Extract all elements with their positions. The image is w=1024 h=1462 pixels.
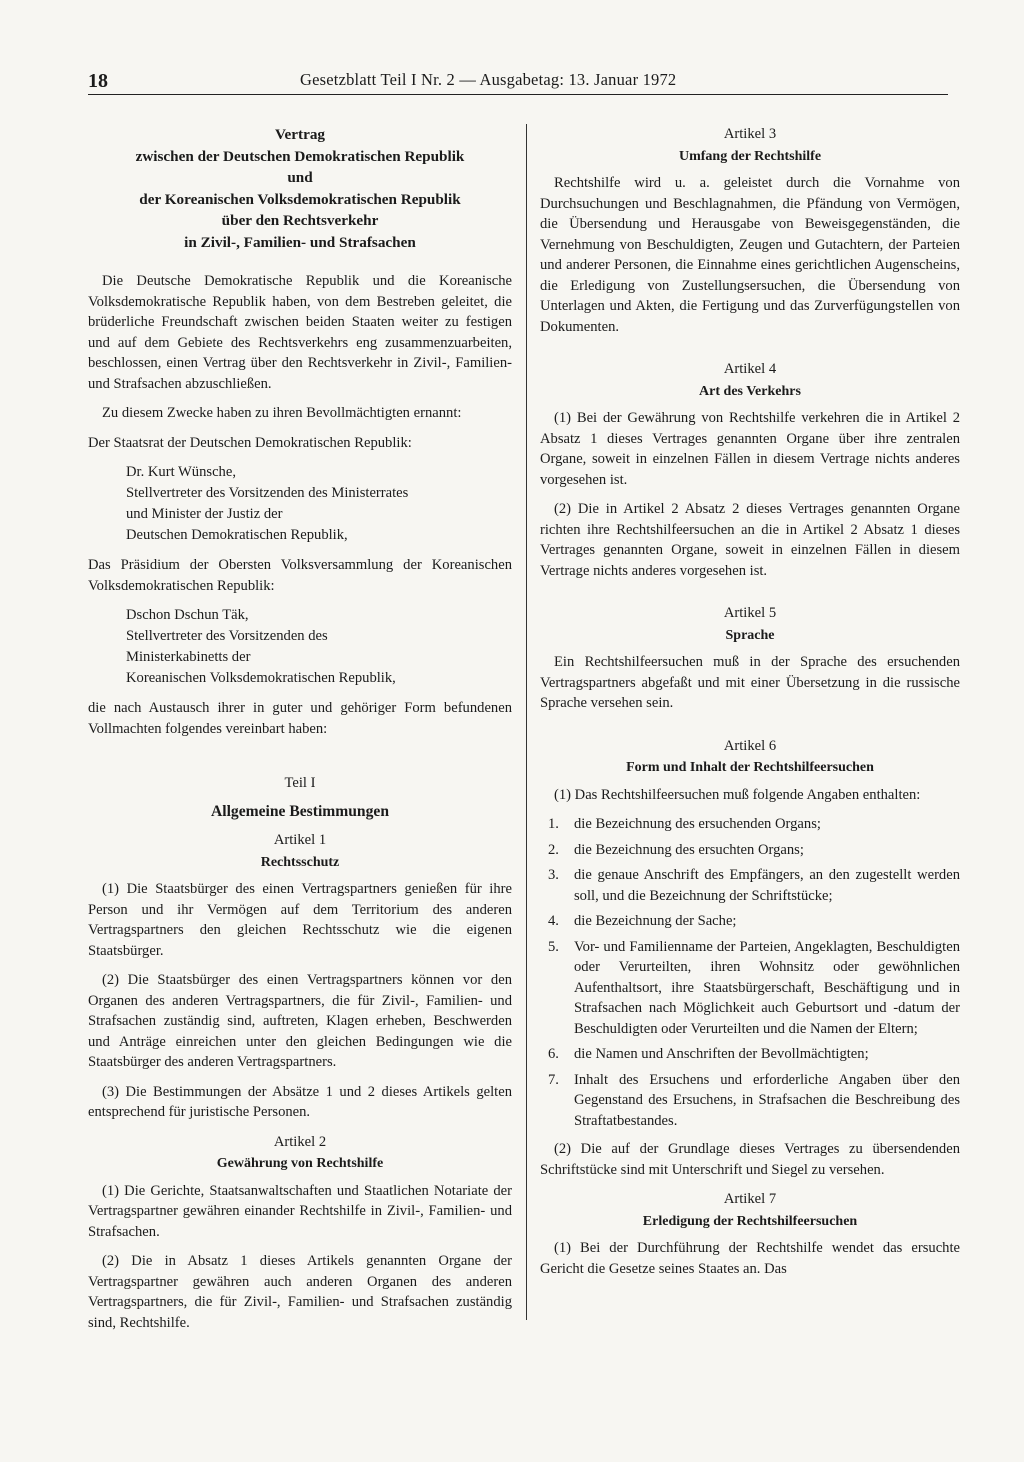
list-item: [540, 865, 960, 906]
running-header: [88, 68, 948, 95]
article-paragraph: (2) Die in Artikel 2 Absatz 2 dieses Vertrages genannten Organe richten ihre Rechtshilfeersuchen an die in Artikel 2 Absatz 1 dieses Vertrages genannten Organe, soweit in einzelnen Fällen in diesem Vertrage nichts anderes vorgesehen ist.: [540, 501, 960, 579]
plenipotentiary-line: Koreanischen Volksdemokratischen Republik,: [126, 670, 396, 686]
article-label: Artikel 3: [723, 126, 777, 142]
list-number: 3.: [548, 867, 559, 883]
list-number: 5.: [548, 938, 559, 955]
article-paragraph: (1) Die Gerichte, Staatsanwaltschaften und Staatlichen Notariate der Vertragspartner gewähren einander Rechtshilfe in Zivil-, Familien- und Strafsachen.: [88, 1182, 512, 1240]
article-paragraph: Ein Rechtshilfeersuchen muß in der Sprache des ersuchenden Vertragspartners abgefaßt und mit einer Übersetzung in die russische Sprache versehen sein.: [540, 654, 960, 711]
requirements-list: [540, 814, 960, 1131]
title-line: zwischen der Deutschen Demokratischen Republik: [135, 147, 465, 165]
list-item: [540, 1044, 960, 1065]
title-line: in Zivil-, Familien- und Strafsachen: [184, 233, 416, 251]
list-number: 6.: [548, 1046, 559, 1062]
ddr-plenipotentiary: [126, 462, 512, 546]
article-heading: Art des Verkehrs: [699, 383, 801, 399]
list-item: [540, 937, 960, 1040]
list-text: Vor- und Familienname der Parteien, Angeklagten, Beschuldigten oder Verurteilten, ihren Wohnsitz oder gewöhnlichen Aufenthaltsort, ihre Staatsbürgerschaft, Beschäftigung und in Strafsachen nach Möglichkeit auch Geburtsort und -datum der Beschuldigten oder Verurteilten und die Namen der Eltern;: [574, 938, 960, 1037]
preamble-paragraph: Das Präsidium der Obersten Volksversammlung der Koreanischen Volksdemokratischen Republik:: [88, 557, 512, 594]
page-number: 18: [88, 70, 108, 92]
article-paragraph: (2) Die auf der Grundlage dieses Vertrages zu übersendenden Schriftstücke sind mit Unterschrift und Siegel zu versehen.: [540, 1141, 960, 1178]
article-paragraph: Rechtshilfe wird u. a. geleistet durch die Vornahme von Durchsuchungen und Beschlagnahmen, die Pfändung von Vermögen, die Übersendung und Herausgabe von Beweisgegenständen, die Vernehmung von Beschuldigten, Zeugen und Gutachtern, der Parteien und anderer Personen, die Einnahme eines gerichtlichen Augenscheins, die Erledigung von Zustellungsersuchen, die Übersendung von Unterlagen und Akten, die Fertigung und das Zurverfügungstellen von Dokumenten.: [540, 175, 960, 335]
list-text: Inhalt des Ersuchens und erforderliche Angaben über den Gegenstand des Ersuchens, in Strafsachen die Beschreibung des Straftatbestandes.: [574, 1071, 960, 1129]
list-number: 2.: [548, 841, 559, 858]
right-column: [540, 124, 960, 1288]
title-line: über den Rechtsverkehr: [221, 212, 379, 229]
gazette-running-head: Gesetzblatt Teil I Nr. 2 — Ausgabetag: 13. Januar 1972: [300, 70, 677, 89]
preamble-paragraph: die nach Austausch ihrer in guter und gehöriger Form befundenen Vollmachten folgendes vereinbart haben:: [88, 700, 512, 737]
article-label: Artikel 5: [723, 605, 777, 621]
part-heading: Allgemeine Bestimmungen: [210, 802, 389, 820]
plenipotentiary-line: Dschon Dschun Täk,: [126, 607, 249, 623]
list-text: die Namen und Anschriften der Bevollmächtigten;: [574, 1046, 869, 1062]
plenipotentiary-line: Deutschen Demokratischen Republik,: [126, 527, 348, 543]
article-paragraph: (1) Die Staatsbürger des einen Vertragspartners genießen für ihre Person und ihr Vermögen auf dem Territorium des anderen Vertragspartners den gleichen Rechtsschutz wie die eigenen Staatsbürger.: [88, 881, 512, 959]
part-label: Teil I: [284, 775, 316, 791]
list-item: [540, 840, 960, 861]
list-number: 7.: [548, 1071, 559, 1088]
article-paragraph: (2) Die Staatsbürger des einen Vertragspartners können vor den Organen des anderen Vertragspartners, die für Zivil-, Familien- und Strafsachen zuständig sind, auftreten, Klagen erheben, Beschwerden und Anträge einreichen unter den gleichen Bedingungen wie die Staatsbürger des anderen Vertragspartners.: [88, 972, 512, 1070]
article-label: Artikel 4: [723, 361, 777, 377]
treaty-title: [88, 124, 512, 253]
left-column: [88, 124, 512, 1342]
column-divider: [526, 124, 527, 1320]
article-paragraph: (3) Die Bestimmungen der Absätze 1 und 2 dieses Artikels gelten entsprechend für juristische Personen.: [88, 1083, 512, 1120]
list-item: [540, 911, 960, 932]
plenipotentiary-line: Stellvertreter des Vorsitzenden des: [126, 628, 328, 644]
article-paragraph: (1) Bei der Durchführung der Rechtshilfe wendet das ersuchte Gericht die Gesetze seines Staates an. Das: [540, 1240, 960, 1277]
article-paragraph: (1) Bei der Gewährung von Rechtshilfe verkehren die in Artikel 2 Absatz 1 dieses Vertrages genannten Organe über ihre zentralen Organe, soweit in einzelnen Fällen in diesem Vertrage nichts anderes vorgesehen ist.: [540, 410, 960, 488]
article-heading: Umfang der Rechtshilfe: [678, 148, 822, 164]
article-label: Artikel 6: [723, 737, 777, 754]
list-number: 4.: [548, 913, 559, 929]
title-line: Vertrag: [274, 126, 326, 143]
plenipotentiary-line: Ministerkabinetts der: [126, 649, 251, 665]
preamble-paragraph: Zu diesem Zwecke haben zu ihren Bevollmächtigten ernannt:: [102, 405, 462, 421]
list-text: die Bezeichnung der Sache;: [574, 913, 737, 929]
article-heading: Form und Inhalt der Rechtshilfeersuchen: [626, 760, 874, 775]
list-number: 1.: [548, 816, 559, 832]
list-text: die Bezeichnung des ersuchenden Organs;: [574, 816, 821, 832]
article-label: Artikel 7: [723, 1191, 777, 1207]
article-label: Artikel 2: [273, 1133, 327, 1150]
article-heading: Erledigung der Rechtshilfeersuchen: [642, 1213, 858, 1229]
list-item: [540, 814, 960, 835]
plenipotentiary-line: Stellvertreter des Vorsitzenden des Ministerrates: [126, 485, 409, 501]
list-text: die Bezeichnung des ersuchten Organs;: [574, 841, 804, 858]
article-paragraph: (1) Das Rechtshilfeersuchen muß folgende Angaben enthalten:: [554, 786, 921, 803]
preamble-paragraph: Der Staatsrat der Deutschen Demokratischen Republik:: [88, 434, 412, 451]
article-label: Artikel 1: [273, 832, 327, 848]
article-heading: Rechtsschutz: [260, 854, 340, 870]
kvdr-plenipotentiary: [126, 605, 512, 689]
article-heading: Sprache: [725, 627, 775, 643]
article-paragraph: (2) Die in Absatz 1 dieses Artikels genannten Organe der Vertragspartner gewähren auch anderen Organen des anderen Vertragspartners, die für Zivil-, Familien- und Strafsachen zuständig sind, Rechtshilfe.: [88, 1253, 512, 1331]
list-text: die genaue Anschrift des Empfängers, an den zugestellt werden soll, und die Bezeichnung der Schriftstücke;: [574, 867, 960, 904]
plenipotentiary-line: und Minister der Justiz der: [126, 506, 283, 522]
list-item: [540, 1070, 960, 1132]
title-line: der Koreanischen Volksdemokratischen Republik: [139, 190, 461, 208]
article-heading: Gewährung von Rechtshilfe: [216, 1156, 384, 1171]
preamble-paragraph: Die Deutsche Demokratische Republik und die Koreanische Volksdemokratische Republik haben, von dem Bestreben geleitet, die brüderliche Freundschaft zwischen beiden Staaten weiter zu festigen und auf dem Gebiete des Rechtsverkehrs eng zusammenzuarbeiten, beschlossen, einen Vertrag über den Rechtsverkehr in Zivil-, Familien- und Strafsachen abzuschließen.: [88, 273, 512, 392]
plenipotentiary-line: Dr. Kurt Wünsche,: [126, 464, 236, 480]
title-line: und: [287, 169, 313, 186]
